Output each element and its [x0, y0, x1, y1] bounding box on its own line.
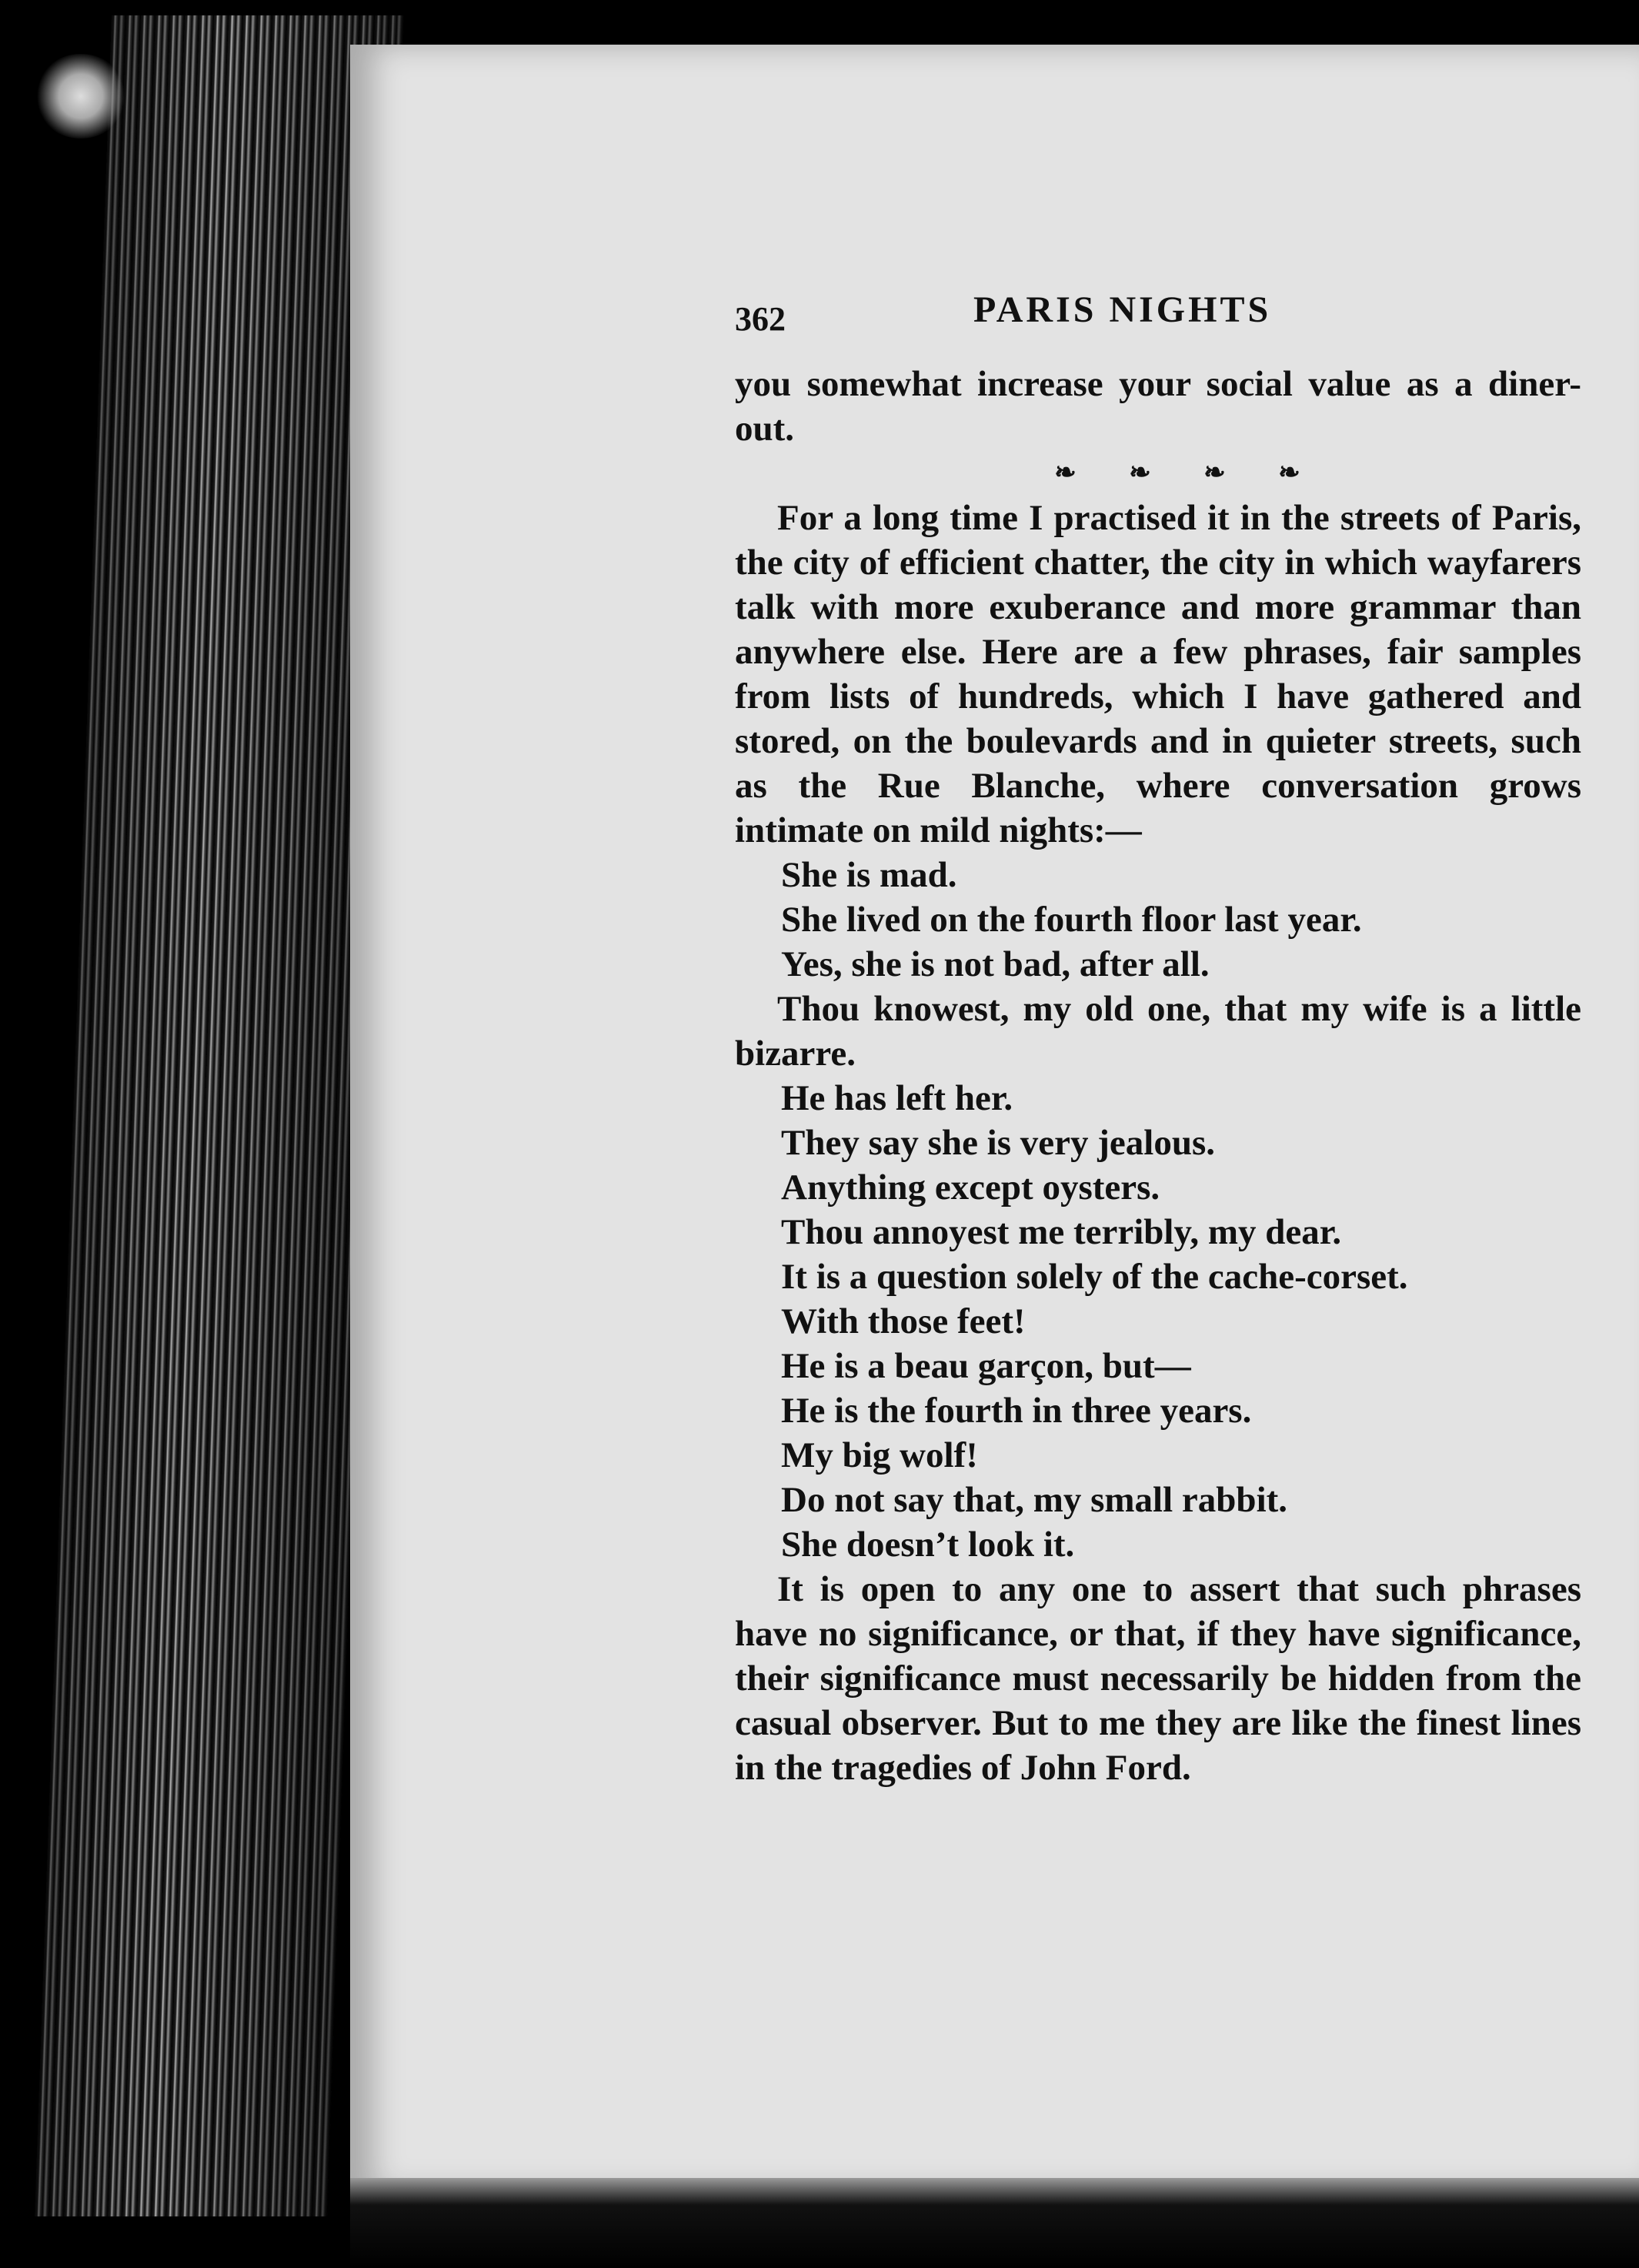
phrase-item: Anything except oysters.	[781, 1167, 1160, 1207]
page-text	[735, 362, 1581, 1790]
phrase-item: He is a beau garçon, but—	[781, 1346, 1191, 1386]
phrase-item: She lived on the fourth floor last year.	[781, 900, 1362, 940]
phrase-item: She doesn’t look it.	[781, 1525, 1075, 1565]
phrase-item: It is a question solely of the cache-corset.	[781, 1257, 1408, 1297]
page-bottom-shadow	[350, 2178, 1639, 2268]
running-title: PARIS NIGHTS	[973, 289, 1272, 330]
phrase-list	[735, 853, 1581, 1567]
paragraph-2: It is open to any one to assert that such phrases have no significance, or that, if they have significance, their significance must necessarily be hidden from the casual observer. But to me they are like the finest lines in the tragedies of John Ford.	[735, 1569, 1581, 1788]
opening-line: you somewhat increase your social value as a diner-out.	[735, 364, 1581, 449]
phrase-item: He is the fourth in three years.	[781, 1391, 1252, 1431]
phrase-item: Thou annoyest me terribly, my dear.	[781, 1212, 1342, 1252]
phrase-item: Do not say that, my small rabbit.	[781, 1480, 1288, 1520]
phrase-item: He has left her.	[781, 1078, 1013, 1118]
phrase-item: They say she is very jealous.	[781, 1123, 1215, 1163]
phrase-item: Yes, she is not bad, after all.	[781, 944, 1210, 984]
paragraph-1: For a long time I practised it in the streets of Paris, the city of efficient chatter, the city in which wayfarers talk with more exuberance and more grammar than anywhere else. Here are a few phrases, fair samples from lists of hundreds, which I have gathered and stored, on the boulevards and in quieter streets, such as the Rue Blanche, where conversation grows intimate on mild nights:—	[735, 498, 1581, 850]
section-ornament: ❧ ❧ ❧ ❧	[1054, 459, 1324, 487]
page-number: 362	[735, 300, 786, 338]
book-page-edges	[35, 15, 404, 2216]
phrase-item: My big wolf!	[781, 1435, 978, 1475]
phrase-item: With those feet!	[781, 1301, 1026, 1341]
page-header	[735, 289, 1581, 342]
scan-speck	[35, 54, 127, 139]
phrase-item: She is mad.	[781, 855, 957, 895]
phrase-item: Thou knowest, my old one, that my wife is a little bizarre.	[735, 989, 1581, 1074]
